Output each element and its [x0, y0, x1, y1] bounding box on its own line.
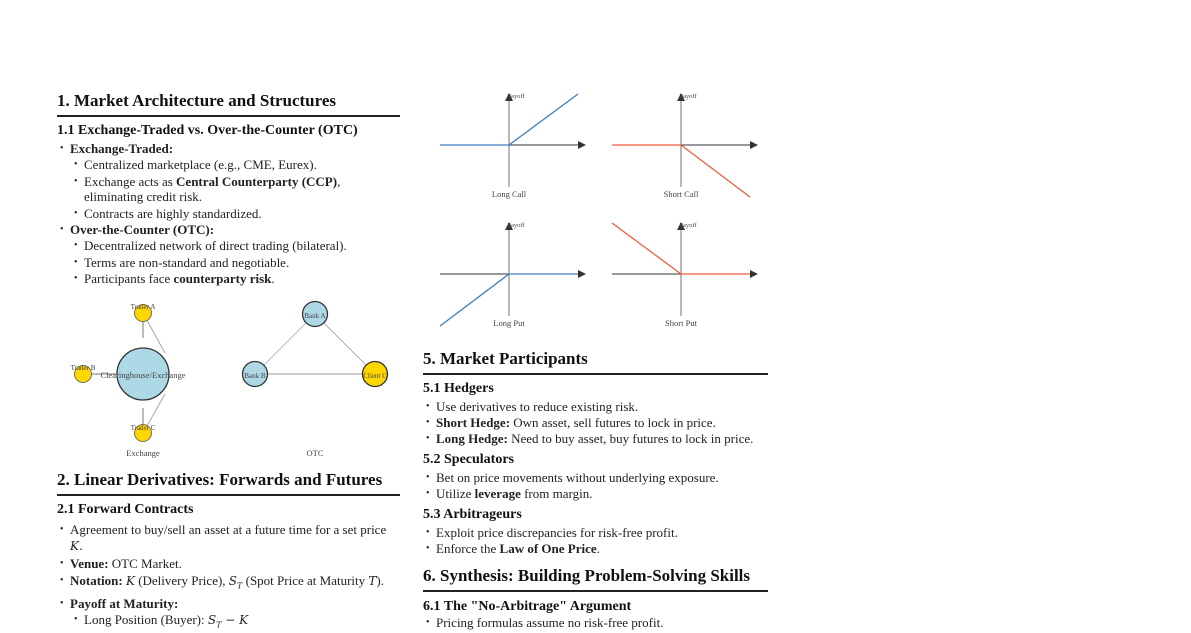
short-call-label: Short Call	[663, 189, 699, 199]
list-item: • Bet on price movements without underlying exposure.	[423, 470, 768, 485]
list-item-short-hedge: • Short Hedge: Own asset, sell futures to lock in price.	[423, 415, 768, 430]
short-call-y-label: Payoff	[679, 93, 697, 100]
list-item-long-hedge: • Long Hedge: Need to buy asset, buy futures to lock in price.	[423, 431, 768, 446]
long-put-y-label: Payoff	[507, 222, 525, 229]
list-item: • Centralized marketplace (e.g., CME, Eurex).	[57, 157, 400, 172]
subsection-6-1-heading: 6.1 The "No-Arbitrage" Argument	[423, 599, 632, 614]
list-item: • Participants face counterparty risk.	[57, 271, 400, 286]
short-call-chart	[612, 93, 757, 199]
short-put-chart	[612, 222, 757, 328]
long-put-chart	[440, 222, 585, 328]
list-item: • Decentralized network of direct trading (bilateral).	[57, 238, 400, 253]
list-item: • Pricing formulas assume no risk-free profit.	[423, 615, 768, 630]
no-arbitrage-list	[423, 615, 768, 631]
long-call-y-label: Payoff	[507, 93, 525, 100]
arbitrageurs-list	[423, 525, 768, 557]
list-item-exchange-traded: • Exchange-Traded:	[57, 141, 400, 156]
short-put-y-label: Payoff	[679, 222, 697, 229]
section-1-heading: 1. Market Architecture and Structures	[57, 90, 400, 117]
list-item: • Exchange acts as Central Counterparty (CCP), eliminating credit risk.	[57, 174, 400, 204]
subsection-2-1-heading: 2.1 Forward Contracts	[57, 502, 194, 517]
list-item: • Contracts are highly standardized.	[57, 206, 400, 221]
section-5-heading: 5. Market Participants	[423, 348, 768, 375]
client-c-label: Client C	[363, 372, 387, 380]
subsection-5-3-heading: 5.3 Arbitrageurs	[423, 507, 522, 522]
speculators-list	[423, 470, 768, 502]
trader-c-label: Trader C	[130, 424, 156, 432]
bank-b-label: Bank B	[244, 372, 266, 380]
list-item: • Exploit price discrepancies for risk-free profit.	[423, 525, 768, 540]
trader-b-label: Trader B	[70, 364, 96, 372]
list-item-venue: • Venue: OTC Market.	[57, 556, 400, 571]
long-call-label: Long Call	[491, 189, 527, 199]
subsection-5-2-heading: 5.2 Speculators	[423, 452, 514, 467]
subsection-1-1-heading: 1.1 Exchange-Traded vs. Over-the-Counter (OTC)	[57, 123, 358, 138]
long-put-label: Long Put	[493, 318, 525, 328]
list-item: • Use derivatives to reduce existing risk.	[423, 399, 768, 414]
clearinghouse-label: Clearinghouse/Exchange	[100, 370, 186, 380]
exchange-caption: Exchange	[126, 448, 160, 458]
list-item: • Terms are non-standard and negotiable.	[57, 255, 400, 270]
otc-caption: OTC	[306, 448, 324, 458]
list-item-leverage: • Utilize leverage from margin.	[423, 486, 768, 501]
section-2-heading: 2. Linear Derivatives: Forwards and Futures	[57, 469, 400, 496]
subsection-5-1-heading: 5.1 Hedgers	[423, 381, 494, 396]
trader-a-label: Trader A	[130, 303, 156, 311]
list-item: • Agreement to buy/sell an asset at a future time for a set price K.	[57, 522, 400, 554]
option-payoff-charts	[0, 0, 790, 340]
list-item-otc: • Over-the-Counter (OTC):	[57, 222, 400, 237]
list-item-notation: • Notation: K (Delivery Price), $S_T$ (Spot Price at Maturity T).	[57, 573, 400, 594]
section-6-heading: 6. Synthesis: Building Problem-Solving Skills	[423, 565, 768, 592]
short-put-label: Short Put	[665, 318, 697, 328]
bank-a-label: Bank A	[304, 312, 326, 320]
long-call-chart	[440, 93, 585, 199]
list-item-law-of-one-price: • Enforce the Law of One Price.	[423, 541, 768, 556]
forward-contracts-list	[57, 522, 400, 633]
hedgers-list	[423, 399, 768, 447]
list-item-long-position: • Long Position (Buyer): $S_T - K$	[57, 612, 400, 633]
list-item-payoff: • Payoff at Maturity:	[57, 596, 400, 611]
